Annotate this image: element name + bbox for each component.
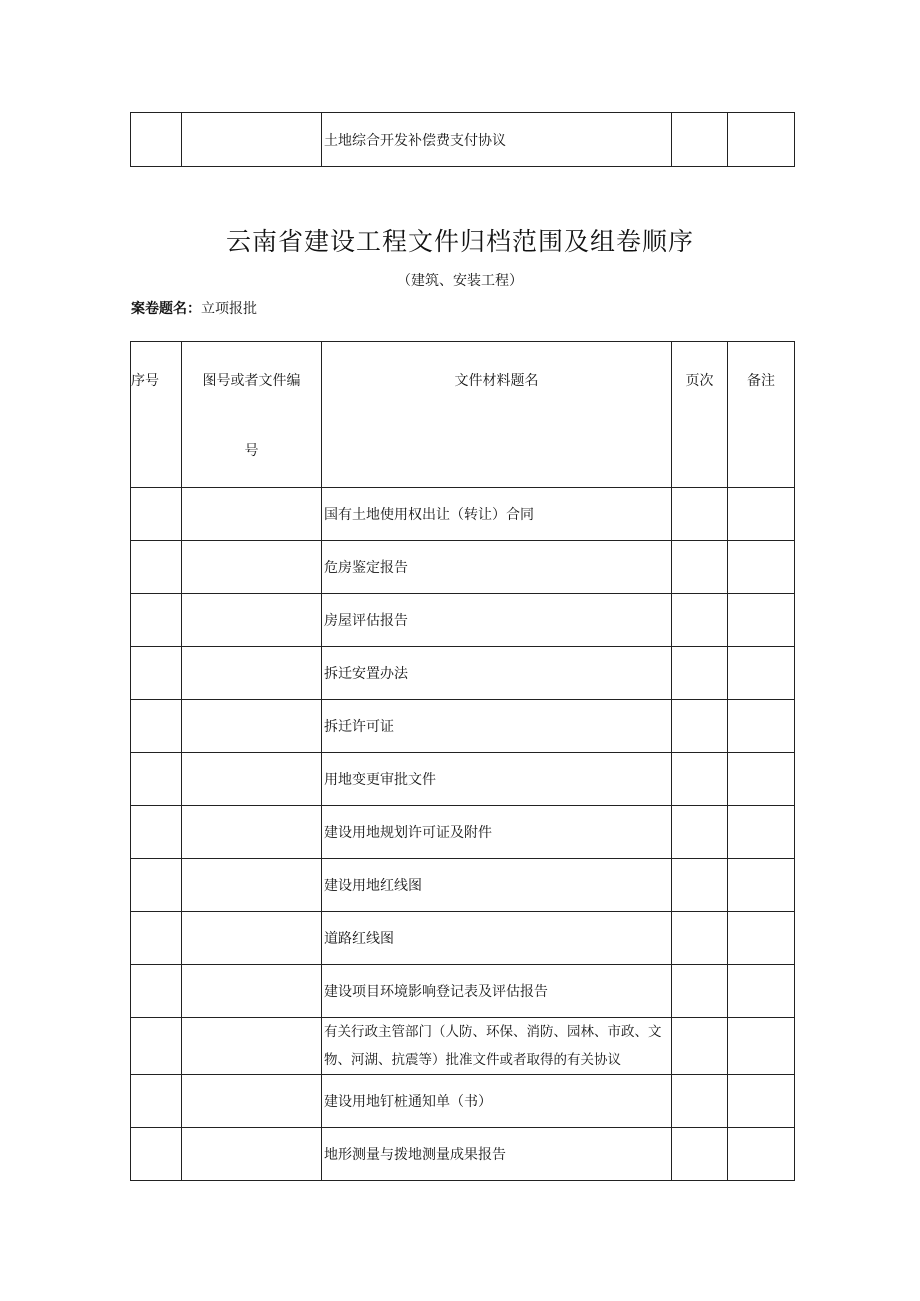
table-row — [131, 1075, 795, 1128]
table-row — [131, 488, 795, 541]
seq-cell — [131, 113, 182, 167]
case-title — [131, 298, 257, 318]
table-row — [131, 594, 795, 647]
pages-cell — [672, 113, 728, 167]
remarks-cell — [728, 113, 795, 167]
doc-name-cell: 国有土地使用权出让（转让）合同 — [322, 488, 672, 541]
table-row — [131, 541, 795, 594]
header-remarks: 备注 — [728, 342, 795, 488]
table-row — [131, 647, 795, 700]
doc-name-cell: 道路红线图 — [322, 912, 672, 965]
doc-name-cell: 建设用地钉桩通知单（书） — [322, 1075, 672, 1128]
table-row — [131, 753, 795, 806]
doc-name-cell: 地形测量与拨地测量成果报告 — [322, 1128, 672, 1181]
doc-name-cell: 建设项目环境影响登记表及评估报告 — [322, 965, 672, 1018]
case-value: 立项报批 — [201, 301, 257, 317]
doc-name-cell: 拆迁许可证 — [322, 700, 672, 753]
table-row — [131, 965, 795, 1018]
header-doc-name: 文件材料题名 — [322, 342, 672, 488]
doc-name-cell: 拆迁安置办法 — [322, 647, 672, 700]
table-row — [131, 700, 795, 753]
page-title: 云南省建设工程文件归档范围及组卷顺序 — [225, 227, 694, 256]
doc-name-cell: 有关行政主管部门（人防、环保、消防、园林、市政、文物、河湖、抗震等）批准文件或者取得的有关协议 — [322, 1018, 672, 1075]
top-table — [130, 112, 795, 167]
table-row — [131, 113, 795, 167]
doc-name-cell: 建设用地红线图 — [322, 859, 672, 912]
doc-name-cell: 用地变更审批文件 — [322, 753, 672, 806]
header-row — [131, 342, 795, 488]
table-row — [131, 859, 795, 912]
case-label: 案卷题名： — [131, 301, 201, 317]
page-subtitle: （建筑、安装工程） — [397, 273, 523, 289]
table-row — [131, 806, 795, 859]
header-pages: 页次 — [672, 342, 728, 488]
doc-name-cell: 房屋评估报告 — [322, 594, 672, 647]
doc-name-cell: 土地综合开发补偿费支付协议 — [322, 113, 672, 167]
doc-name-cell: 危房鉴定报告 — [322, 541, 672, 594]
doc-name-cell: 建设用地规划许可证及附件 — [322, 806, 672, 859]
table-row — [131, 912, 795, 965]
doc-no-cell — [182, 113, 322, 167]
header-seq: 序号 — [131, 342, 182, 488]
archive-table — [130, 341, 795, 1181]
header-doc-no: 图号或者文件编 号 — [182, 342, 322, 488]
table-row — [131, 1128, 795, 1181]
table-row — [131, 1018, 795, 1075]
